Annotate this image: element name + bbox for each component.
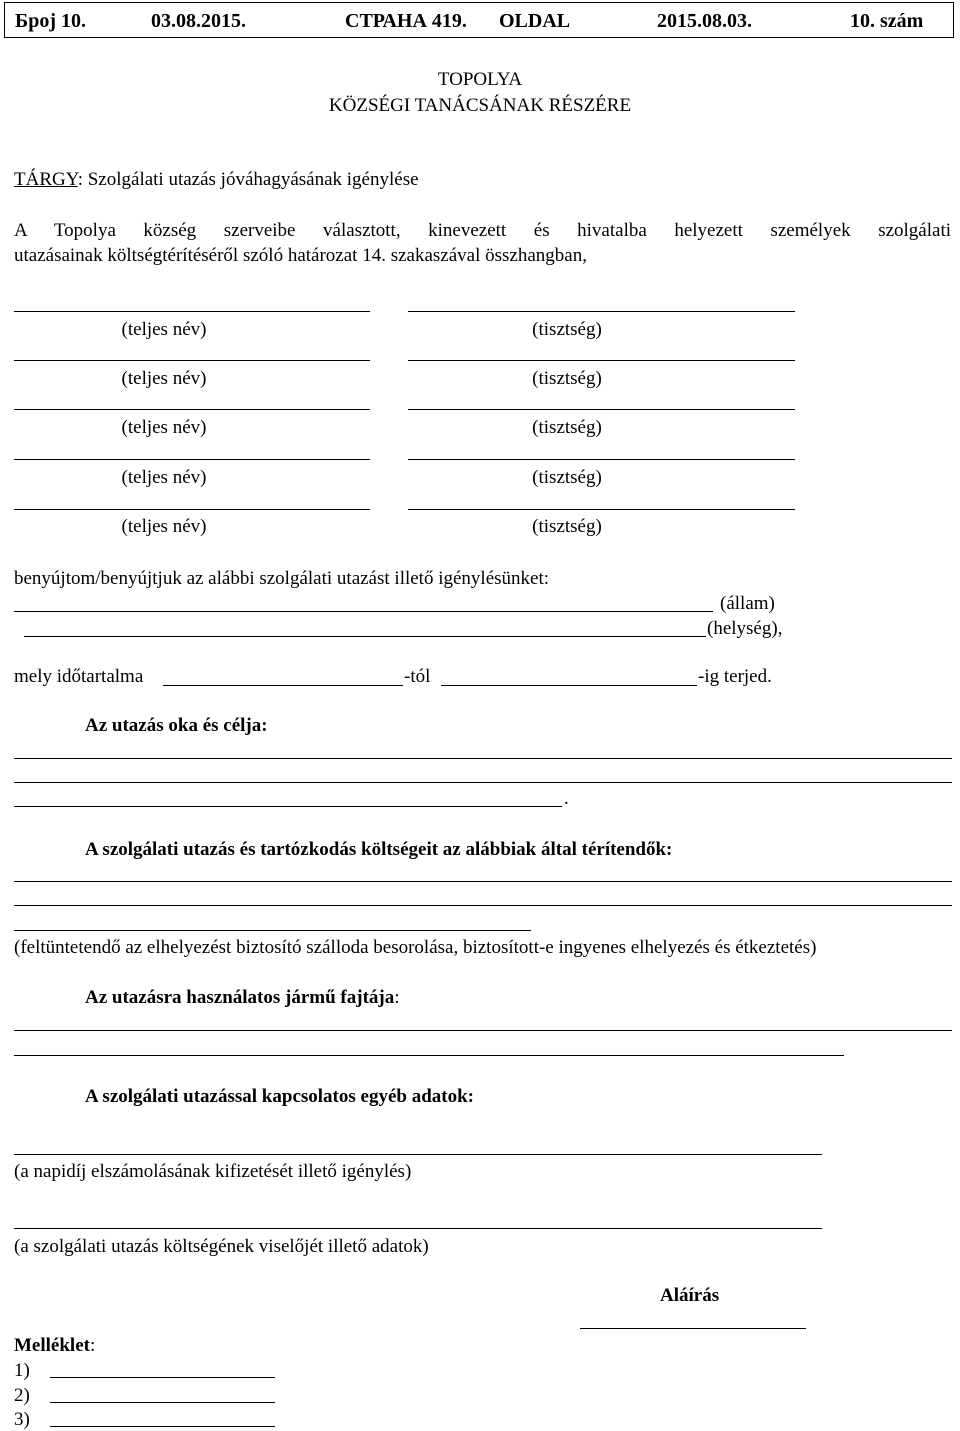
purpose-heading: Az utazás oka és célja: <box>85 715 268 736</box>
state-label: (állam) <box>720 593 775 614</box>
vehicle-heading-line <box>85 988 400 1007</box>
name-field-5[interactable] <box>14 509 370 510</box>
title-label-5: (tisztség) <box>532 516 602 537</box>
purpose-end-mark: . <box>564 788 569 809</box>
issue-number-sr: Број 10. <box>15 10 87 32</box>
name-field-2[interactable] <box>14 360 370 361</box>
title-field-4[interactable] <box>408 459 795 460</box>
purpose-field-line-3[interactable] <box>14 806 562 807</box>
title-line-2: KÖZSÉGI TANÁCSÁNAK RÉSZÉRE <box>328 95 632 116</box>
attachments-colon: : <box>89 1335 96 1356</box>
name-label-5: (teljes név) <box>121 516 207 537</box>
cost-bearer-label: (a szolgálati utazás költségének viselőjét illető adatok) <box>14 1236 429 1257</box>
page-number-sr: СТРАНА 419. <box>345 10 467 32</box>
costs-field-line-2[interactable] <box>14 905 952 906</box>
title-field-3[interactable] <box>408 409 795 410</box>
attachment-number-2: 2) <box>14 1385 30 1406</box>
vehicle-colon: : <box>394 987 400 1008</box>
cost-bearer-field[interactable] <box>14 1228 822 1229</box>
duration-from-label: -tól <box>404 666 431 687</box>
name-label-1: (teljes név) <box>121 319 207 340</box>
name-field-1[interactable] <box>14 311 370 312</box>
name-label-2: (teljes név) <box>121 368 207 389</box>
attachments-label: Melléklet <box>14 1335 90 1356</box>
attachment-number-3: 3) <box>14 1409 30 1430</box>
title-field-5[interactable] <box>408 509 795 510</box>
attachments-heading <box>14 1336 95 1355</box>
attachment-field-2[interactable] <box>50 1402 275 1403</box>
vehicle-heading: Az utazásra használatos jármű fajtája <box>85 987 395 1008</box>
attachment-number-1: 1) <box>14 1360 30 1381</box>
purpose-field-line-1[interactable] <box>14 758 952 759</box>
place-label: (helység), <box>707 618 783 639</box>
subject-text: : Szolgálati utazás jóváhagyásának igénylése <box>77 169 419 190</box>
duration-to-field[interactable] <box>441 685 697 686</box>
title-label-4: (tisztség) <box>532 467 602 488</box>
title-label-1: (tisztség) <box>532 319 602 340</box>
vehicle-field-line-2[interactable] <box>14 1055 844 1056</box>
date-hu: 2015.08.03. <box>657 10 752 32</box>
per-diem-field[interactable] <box>14 1154 822 1155</box>
title-label-3: (tisztség) <box>532 417 602 438</box>
title-label-2: (tisztség) <box>532 368 602 389</box>
attachment-field-3[interactable] <box>50 1426 275 1427</box>
page-label-hu: OLDAL <box>499 10 571 32</box>
title-field-2[interactable] <box>408 360 795 361</box>
vehicle-field-line-1[interactable] <box>14 1030 952 1031</box>
subject-line <box>14 170 419 189</box>
costs-note: (feltüntetendő az elhelyezést biztosító szálloda besorolása, biztosított-e ingyenes elhelyezés és étkeztetés) <box>14 937 817 958</box>
duration-prefix: mely időtartalma <box>14 666 144 687</box>
costs-heading: A szolgálati utazás és tartózkodás költségeit az alábbiak által térítendők: <box>85 839 673 860</box>
duration-to-label: -ig terjed. <box>698 666 772 687</box>
place-field[interactable] <box>24 636 706 637</box>
date-sr: 03.08.2015. <box>151 10 246 32</box>
per-diem-label: (a napidíj elszámolásának kifizetését illető igénylés) <box>14 1161 412 1182</box>
duration-from-field[interactable] <box>163 685 403 686</box>
costs-field-line-3[interactable] <box>14 930 531 931</box>
name-field-3[interactable] <box>14 409 370 410</box>
title-line-1: TOPOLYA <box>437 69 523 90</box>
signature-label: Aláírás <box>660 1285 720 1306</box>
name-field-4[interactable] <box>14 459 370 460</box>
request-text: benyújtom/benyújtjuk az alábbi szolgálati utazást illető igénylésünket: <box>14 568 550 589</box>
subject-label: TÁRGY <box>14 169 78 190</box>
name-label-4: (teljes név) <box>121 467 207 488</box>
page-header <box>4 2 954 38</box>
attachment-field-1[interactable] <box>50 1377 275 1378</box>
state-field[interactable] <box>14 611 713 612</box>
purpose-field-line-2[interactable] <box>14 782 952 783</box>
intro-line-2: utazásainak költségtérítéséről szóló határozat 14. szakaszával összhangban, <box>14 245 587 266</box>
costs-field-line-1[interactable] <box>14 881 952 882</box>
issue-number-hu: 10. szám <box>850 10 924 32</box>
title-field-1[interactable] <box>408 311 795 312</box>
signature-field[interactable] <box>580 1328 806 1329</box>
other-heading: A szolgálati utazással kapcsolatos egyéb adatok: <box>85 1086 474 1107</box>
intro-line-1: A Topolya község szerveibe választott, kinevezett és hivatalba helyezett személyek szolgálati <box>14 220 951 241</box>
name-label-3: (teljes név) <box>121 417 207 438</box>
